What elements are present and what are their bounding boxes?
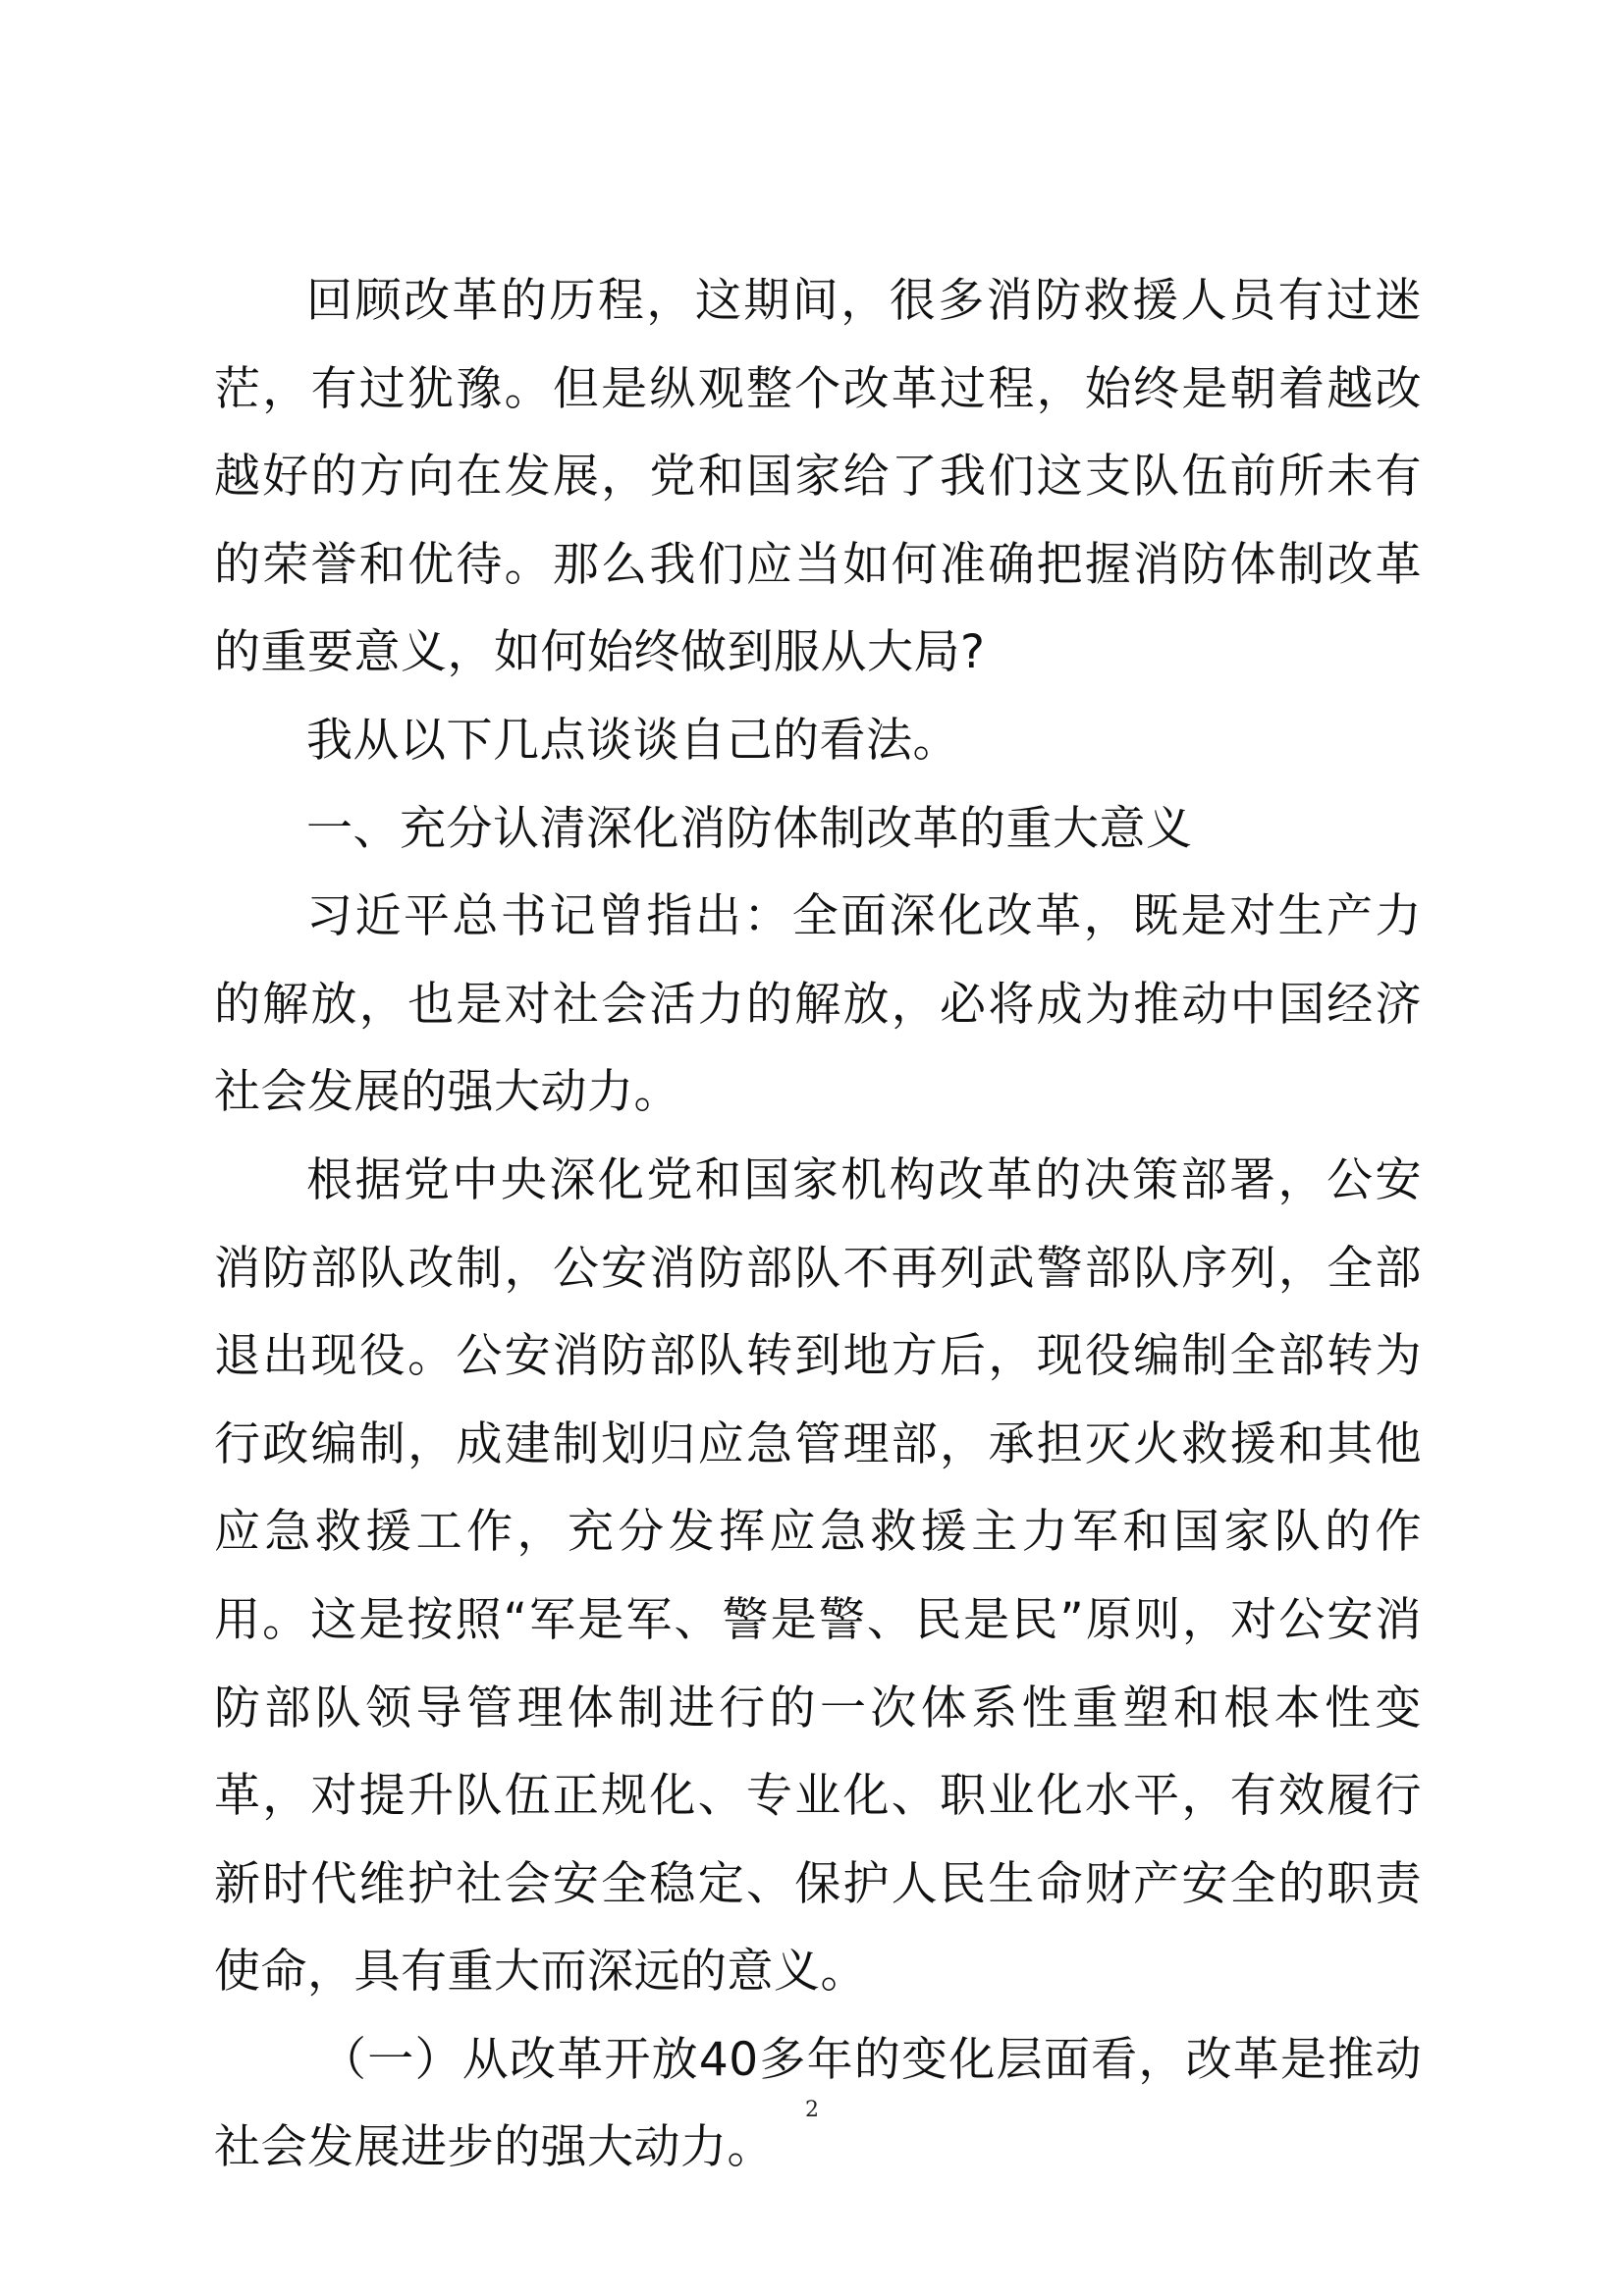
paragraph-xi-quote: 习近平总书记曾指出：全面深化改革，既是对生产力的解放，也是对社会活力的解放，必将成为推动中国经济社会发展的强大动力。	[214, 889, 1422, 1120]
document-body	[214, 257, 1422, 2192]
paragraph-intro-views: 我从以下几点谈谈自己的看法。	[306, 713, 959, 768]
paragraph-reform-review: 回顾改革的历程，这期间，很多消防救援人员有过迷茫，有过犹豫。但是纵观整个改革过程，始终是朝着越改越好的方向在发展，党和国家给了我们这支队伍前所未有的荣誉和优待。那么我们应当如何准确把握消防体制改革的重要意义，如何始终做到服从大局?	[214, 274, 1422, 680]
page-number: 2	[805, 2098, 819, 2122]
paragraph-reform-details: 根据党中央深化党和国家机构改革的决策部署，公安消防部队改制，公安消防部队不再列武警部队序列，全部退出现役。公安消防部队转到地方后，现役编制全部转为行政编制，成建制划归应急管理部，承担灭火救援和其他应急救援工作，充分发挥应急救援主力军和国家队的作用。这是按照“军是军、警是警、民是民”原则，对公安消防部队领导管理体制进行的一次体系性重塑和根本性变革，对提升队伍正规化、专业化、职业化水平，有效履行新时代维护社会安全稳定、保护人民生命财产安全的职责使命，具有重大而深远的意义。	[214, 1152, 1422, 2000]
subsection-heading-1: （一）从改革开放40多年的变化层面看，改革是推动社会发展进步的强大动力。	[214, 2032, 1422, 2175]
section-heading-1: 一、充分认清深化消防体制改革的重大意义	[306, 801, 1193, 856]
